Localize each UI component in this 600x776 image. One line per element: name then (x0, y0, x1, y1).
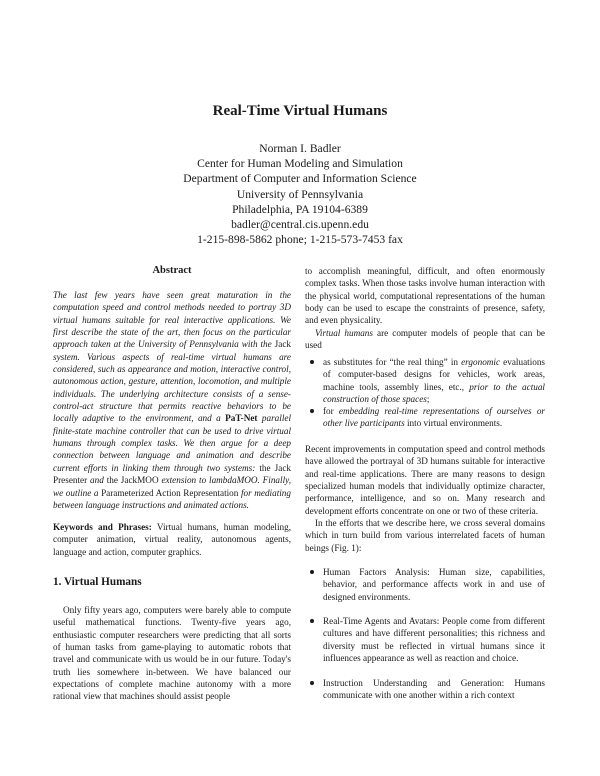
bullet-1-text-c: ; (426, 394, 430, 405)
right-paragraph-1: to accomplish meaningful, difficult, and often enormously complex tasks. When those tasks involve human interaction with the physical world, computational representations of the human body can be used to escape the constraints of presence, safety, and even physicality. (305, 266, 545, 326)
author-phone-fax: 1-215-898-5862 phone; 1-215-573-7453 fax (197, 233, 403, 247)
abstract-jack-presenter: the Jack Presenter (53, 462, 291, 486)
section-1-paragraph-1: Only fifty years ago, computers were barely able to compute useful mathematical functions. Twenty-five years ago, enthusiastic computer researchers were predicting that all sorts of human tasks from game-playing to automatic robots that travel and communicate with us would be in our future. Today's truth lies somewhere in-between. We have balanced our expectations of complete machine autonomy with a more rational view that machines should assist people (53, 605, 291, 702)
bullet-list-domains-2 (310, 615, 545, 664)
bullet-icon (310, 409, 314, 413)
keywords-label: Keywords and Phrases: (53, 522, 152, 532)
list-item (310, 356, 545, 405)
abstract-text-2: system. Various aspects of real-time virtual humans are considered, such as appearance and motion, interactive control, autonomous action, gesture, attention, locomotion, and multiple individuals. The underlying architecture consists of a sense-control-act structure that permits reactive behaviors to be locally adaptive to the environment, and a (53, 351, 291, 424)
abstract-text-3: parallel finite-state machine controller that can be used to drive virtual humans through complex tasks. We then argue for a deep connection between language and animation and describe current efforts in linking them through two systems: (53, 413, 292, 473)
virtual-humans-term: Virtual humans (315, 327, 373, 338)
author-affiliation-university: University of Pennsylvania (236, 187, 364, 201)
right-column-body (305, 443, 545, 554)
abstract-par-term: Parameterized Action Representation (101, 487, 239, 498)
bullet-list-domains-3 (310, 677, 545, 702)
list-item (310, 405, 545, 430)
author-address: Philadelphia, PA 19104-6389 (232, 202, 368, 216)
bullet-icon (310, 570, 314, 574)
list-item (310, 566, 545, 603)
bullet-list-domains-1 (310, 566, 545, 603)
bullet-3-text: Human Factors Analysis: Human size, capabilities, behavior, and performance affects work in and use of designed environments. (323, 567, 545, 602)
bullet-2-emphasis: embedding real-time representations of ourselves or other live participants (323, 406, 545, 429)
bullet-1-text-b: evaluations of computer-based designs for vehicles, work areas, machine tools, assembly lines, etc., (323, 357, 546, 392)
right-paragraph-3: Recent improvements in computation speed and control methods have allowed the portrayal of 3D humans suitable for interactive and real-time applications. There are many reasons to design specialized human models that individually optimize character, performance, intelligence, and so on. Many research and development efforts concentrate on one or two of these criteria. (305, 444, 545, 516)
bullet-icon (310, 360, 314, 364)
author-block (0, 141, 600, 247)
right-paragraph-2 (305, 327, 545, 352)
bullet-4-text: Real-Time Agents and Avatars: People come from different cultures and have different personalities; this richness and diversity must be reflected in virtual humans since it influences appearance as well as reaction and choice. (323, 616, 545, 664)
abstract-jackmoo: the JackMOO (106, 475, 159, 486)
right-column-intro (305, 265, 545, 351)
author-affiliation-center: Center for Human Modeling and Simulation (197, 157, 403, 171)
author-email: badler@central.cis.upenn.edu (231, 218, 369, 232)
list-item (310, 615, 545, 664)
bullet-2-text-a: for (323, 406, 339, 416)
bullet-icon (310, 681, 314, 685)
section-1-heading: 1. Virtual Humans (53, 576, 142, 588)
bullet-1-emphasis: prior to the actual construction of those spaces (323, 381, 545, 405)
right-paragraph-4: In the efforts that we describe here, we cross several domains which in turn build from various interrelated facets of human beings (Fig. 1): (305, 518, 545, 553)
keywords-text: Virtual humans, human modeling, computer animation, virtual reality, autonomous agents, language and action, computer graphics. (53, 522, 291, 557)
abstract-text-1: The last few years have seen great maturation in the computation speed and control methods needed to portray 3D virtual humans suitable for real interactive applications. We first describe the state of the art, then focus on the particular approach taken at the University of Pennsylvania with the (53, 290, 291, 350)
bullet-2-text-b: into virtual environments. (404, 418, 503, 429)
abstract-heading: Abstract (152, 265, 192, 276)
abstract-body (53, 289, 291, 511)
abstract-text-4: and (87, 475, 107, 486)
abstract-patnet-term: PaT-Net (225, 413, 258, 424)
section-1-body (53, 604, 291, 703)
author-affiliation-department: Department of Computer and Information Science (183, 172, 417, 186)
paper-title: Real-Time Virtual Humans (212, 103, 388, 119)
bullet-list-uses-1 (310, 356, 545, 405)
author-name: Norman I. Badler (259, 142, 341, 155)
bullet-1-text-a: as substitutes for “the real thing” in (323, 357, 462, 367)
bullet-5-text: Instruction Understanding and Generation: Humans communicate with one another within a rich context (323, 678, 545, 701)
bullet-1-ergonomic: ergonomic (461, 357, 501, 367)
abstract-text-5: extension to lambdaMOO. Finally, we outline a (53, 475, 291, 498)
keywords-paragraph (53, 521, 291, 558)
abstract-text-6: for mediating between language instructions and animated actions. (53, 487, 291, 510)
bullet-icon (310, 619, 314, 623)
right-paragraph-2-text: are computer models of people that can be used (305, 327, 545, 351)
list-item (310, 677, 545, 702)
abstract-jack-term: Jack (274, 339, 291, 350)
bullet-list-uses-2 (310, 405, 545, 430)
